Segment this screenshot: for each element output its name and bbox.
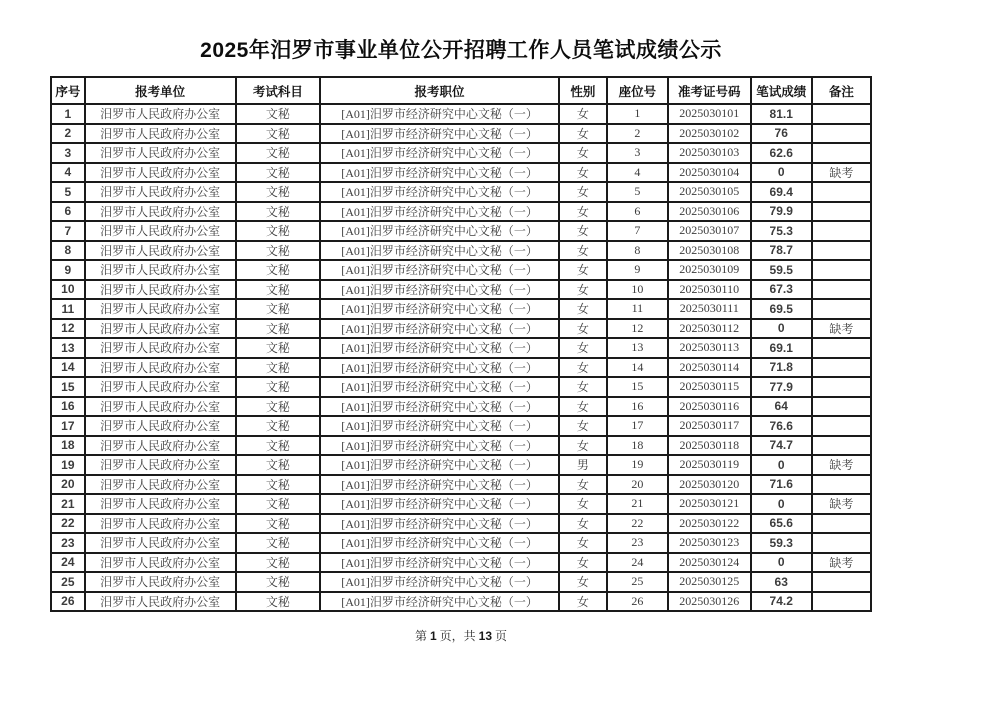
table-row — [51, 338, 871, 358]
cell-seat: 20 — [607, 475, 668, 495]
cell-unit: 汨罗市人民政府办公室 — [85, 143, 236, 163]
table-row — [51, 416, 871, 436]
cell-seat: 1 — [607, 104, 668, 124]
cell-unit: 汨罗市人民政府办公室 — [85, 338, 236, 358]
table-row — [51, 592, 871, 612]
cell-seq: 6 — [51, 202, 85, 222]
cell-gender: 女 — [559, 533, 607, 553]
cell-unit: 汨罗市人民政府办公室 — [85, 358, 236, 378]
cell-score: 69.5 — [751, 299, 812, 319]
cell-seq: 10 — [51, 280, 85, 300]
cell-position: [A01]汨罗市经济研究中心文秘（一） — [320, 455, 559, 475]
cell-gender: 女 — [559, 553, 607, 573]
cell-seat: 7 — [607, 221, 668, 241]
cell-gender: 女 — [559, 280, 607, 300]
column-header-seat: 座位号 — [607, 77, 668, 104]
table-row — [51, 143, 871, 163]
cell-note — [812, 358, 871, 378]
cell-seq: 14 — [51, 358, 85, 378]
cell-subject: 文秘 — [236, 221, 321, 241]
cell-subject: 文秘 — [236, 436, 321, 456]
cell-seat: 22 — [607, 514, 668, 534]
table-row — [51, 260, 871, 280]
cell-subject: 文秘 — [236, 299, 321, 319]
cell-position: [A01]汨罗市经济研究中心文秘（一） — [320, 260, 559, 280]
cell-seat: 15 — [607, 377, 668, 397]
cell-ticket: 2025030110 — [668, 280, 751, 300]
cell-seq: 5 — [51, 182, 85, 202]
cell-seat: 10 — [607, 280, 668, 300]
cell-score: 77.9 — [751, 377, 812, 397]
cell-seat: 16 — [607, 397, 668, 417]
cell-ticket: 2025030107 — [668, 221, 751, 241]
cell-gender: 女 — [559, 572, 607, 592]
cell-note — [812, 182, 871, 202]
cell-score: 76 — [751, 124, 812, 144]
table-row — [51, 299, 871, 319]
cell-subject: 文秘 — [236, 280, 321, 300]
cell-ticket: 2025030116 — [668, 397, 751, 417]
cell-note — [812, 260, 871, 280]
cell-position: [A01]汨罗市经济研究中心文秘（一） — [320, 514, 559, 534]
cell-note: 缺考 — [812, 455, 871, 475]
cell-unit: 汨罗市人民政府办公室 — [85, 514, 236, 534]
cell-seq: 13 — [51, 338, 85, 358]
cell-seat: 23 — [607, 533, 668, 553]
cell-gender: 女 — [559, 592, 607, 612]
cell-subject: 文秘 — [236, 358, 321, 378]
cell-ticket: 2025030126 — [668, 592, 751, 612]
document-page — [50, 0, 872, 644]
column-header-subject: 考试科目 — [236, 77, 321, 104]
cell-score: 69.1 — [751, 338, 812, 358]
cell-score: 65.6 — [751, 514, 812, 534]
cell-score: 79.9 — [751, 202, 812, 222]
cell-seat: 21 — [607, 494, 668, 514]
cell-note — [812, 377, 871, 397]
cell-note — [812, 436, 871, 456]
cell-ticket: 2025030119 — [668, 455, 751, 475]
cell-seat: 24 — [607, 553, 668, 573]
table-row — [51, 397, 871, 417]
cell-ticket: 2025030118 — [668, 436, 751, 456]
cell-subject: 文秘 — [236, 319, 321, 339]
table-row — [51, 572, 871, 592]
cell-score: 74.7 — [751, 436, 812, 456]
cell-unit: 汨罗市人民政府办公室 — [85, 416, 236, 436]
cell-ticket: 2025030113 — [668, 338, 751, 358]
cell-unit: 汨罗市人民政府办公室 — [85, 299, 236, 319]
cell-score: 74.2 — [751, 592, 812, 612]
cell-position: [A01]汨罗市经济研究中心文秘（一） — [320, 553, 559, 573]
cell-position: [A01]汨罗市经济研究中心文秘（一） — [320, 397, 559, 417]
cell-position: [A01]汨罗市经济研究中心文秘（一） — [320, 319, 559, 339]
cell-ticket: 2025030103 — [668, 143, 751, 163]
cell-ticket: 2025030102 — [668, 124, 751, 144]
footer-page-number: 1 — [429, 629, 437, 643]
cell-seat: 13 — [607, 338, 668, 358]
cell-position: [A01]汨罗市经济研究中心文秘（一） — [320, 533, 559, 553]
cell-subject: 文秘 — [236, 163, 321, 183]
column-header-seq: 序号 — [51, 77, 85, 104]
cell-position: [A01]汨罗市经济研究中心文秘（一） — [320, 377, 559, 397]
cell-seat: 14 — [607, 358, 668, 378]
cell-note — [812, 124, 871, 144]
cell-subject: 文秘 — [236, 397, 321, 417]
cell-gender: 女 — [559, 143, 607, 163]
table-row — [51, 104, 871, 124]
cell-score: 0 — [751, 494, 812, 514]
cell-gender: 女 — [559, 104, 607, 124]
cell-unit: 汨罗市人民政府办公室 — [85, 377, 236, 397]
cell-subject: 文秘 — [236, 241, 321, 261]
cell-note — [812, 202, 871, 222]
cell-ticket: 2025030122 — [668, 514, 751, 534]
cell-note — [812, 221, 871, 241]
cell-score: 0 — [751, 455, 812, 475]
cell-gender: 女 — [559, 163, 607, 183]
cell-gender: 男 — [559, 455, 607, 475]
cell-unit: 汨罗市人民政府办公室 — [85, 455, 236, 475]
cell-unit: 汨罗市人民政府办公室 — [85, 475, 236, 495]
cell-score: 69.4 — [751, 182, 812, 202]
cell-unit: 汨罗市人民政府办公室 — [85, 553, 236, 573]
cell-ticket: 2025030121 — [668, 494, 751, 514]
cell-seat: 12 — [607, 319, 668, 339]
cell-subject: 文秘 — [236, 124, 321, 144]
cell-position: [A01]汨罗市经济研究中心文秘（一） — [320, 124, 559, 144]
table-row — [51, 280, 871, 300]
cell-gender: 女 — [559, 436, 607, 456]
cell-subject: 文秘 — [236, 572, 321, 592]
cell-ticket: 2025030115 — [668, 377, 751, 397]
cell-seq: 11 — [51, 299, 85, 319]
cell-position: [A01]汨罗市经济研究中心文秘（一） — [320, 494, 559, 514]
cell-unit: 汨罗市人民政府办公室 — [85, 182, 236, 202]
cell-seq: 18 — [51, 436, 85, 456]
cell-gender: 女 — [559, 416, 607, 436]
cell-gender: 女 — [559, 319, 607, 339]
cell-gender: 女 — [559, 124, 607, 144]
cell-note — [812, 143, 871, 163]
cell-subject: 文秘 — [236, 592, 321, 612]
cell-note: 缺考 — [812, 494, 871, 514]
cell-unit: 汨罗市人民政府办公室 — [85, 260, 236, 280]
cell-seat: 25 — [607, 572, 668, 592]
cell-gender: 女 — [559, 299, 607, 319]
cell-gender: 女 — [559, 494, 607, 514]
cell-seq: 1 — [51, 104, 85, 124]
cell-unit: 汨罗市人民政府办公室 — [85, 104, 236, 124]
cell-seq: 21 — [51, 494, 85, 514]
page-footer — [50, 627, 872, 644]
cell-score: 76.6 — [751, 416, 812, 436]
cell-subject: 文秘 — [236, 338, 321, 358]
cell-score: 71.6 — [751, 475, 812, 495]
cell-seq: 16 — [51, 397, 85, 417]
cell-ticket: 2025030120 — [668, 475, 751, 495]
cell-note — [812, 397, 871, 417]
cell-subject: 文秘 — [236, 377, 321, 397]
cell-position: [A01]汨罗市经济研究中心文秘（一） — [320, 592, 559, 612]
cell-position: [A01]汨罗市经济研究中心文秘（一） — [320, 163, 559, 183]
cell-subject: 文秘 — [236, 202, 321, 222]
cell-score: 0 — [751, 319, 812, 339]
cell-score: 62.6 — [751, 143, 812, 163]
cell-ticket: 2025030117 — [668, 416, 751, 436]
cell-note — [812, 475, 871, 495]
table-row — [51, 221, 871, 241]
table-row — [51, 319, 871, 339]
cell-gender: 女 — [559, 182, 607, 202]
cell-position: [A01]汨罗市经济研究中心文秘（一） — [320, 358, 559, 378]
cell-subject: 文秘 — [236, 553, 321, 573]
cell-unit: 汨罗市人民政府办公室 — [85, 592, 236, 612]
cell-score: 0 — [751, 163, 812, 183]
cell-seq: 24 — [51, 553, 85, 573]
footer-text-middle: 页，共 — [439, 629, 476, 643]
cell-position: [A01]汨罗市经济研究中心文秘（一） — [320, 104, 559, 124]
cell-subject: 文秘 — [236, 514, 321, 534]
cell-seat: 5 — [607, 182, 668, 202]
cell-unit: 汨罗市人民政府办公室 — [85, 202, 236, 222]
cell-note: 缺考 — [812, 553, 871, 573]
cell-note — [812, 514, 871, 534]
cell-score: 81.1 — [751, 104, 812, 124]
cell-position: [A01]汨罗市经济研究中心文秘（一） — [320, 202, 559, 222]
cell-seat: 6 — [607, 202, 668, 222]
cell-seat: 2 — [607, 124, 668, 144]
cell-ticket: 2025030108 — [668, 241, 751, 261]
cell-unit: 汨罗市人民政府办公室 — [85, 572, 236, 592]
page-title: 2025年汨罗市事业单位公开招聘工作人员笔试成绩公示 — [200, 39, 722, 62]
cell-seat: 9 — [607, 260, 668, 280]
cell-seat: 3 — [607, 143, 668, 163]
cell-seq: 3 — [51, 143, 85, 163]
table-body — [51, 104, 871, 611]
cell-score: 59.5 — [751, 260, 812, 280]
cell-note: 缺考 — [812, 319, 871, 339]
cell-ticket: 2025030104 — [668, 163, 751, 183]
cell-seq: 7 — [51, 221, 85, 241]
cell-seq: 22 — [51, 514, 85, 534]
cell-seq: 20 — [51, 475, 85, 495]
cell-note — [812, 299, 871, 319]
column-header-note: 备注 — [812, 77, 871, 104]
cell-position: [A01]汨罗市经济研究中心文秘（一） — [320, 280, 559, 300]
cell-seat: 11 — [607, 299, 668, 319]
table-row — [51, 358, 871, 378]
cell-ticket: 2025030125 — [668, 572, 751, 592]
cell-ticket: 2025030112 — [668, 319, 751, 339]
footer-text-suffix: 页 — [495, 629, 508, 643]
cell-score: 78.7 — [751, 241, 812, 261]
cell-seat: 18 — [607, 436, 668, 456]
cell-unit: 汨罗市人民政府办公室 — [85, 163, 236, 183]
cell-unit: 汨罗市人民政府办公室 — [85, 221, 236, 241]
cell-note — [812, 338, 871, 358]
cell-seat: 19 — [607, 455, 668, 475]
cell-subject: 文秘 — [236, 475, 321, 495]
cell-subject: 文秘 — [236, 143, 321, 163]
cell-gender: 女 — [559, 221, 607, 241]
cell-seq: 12 — [51, 319, 85, 339]
table-row — [51, 241, 871, 261]
cell-score: 64 — [751, 397, 812, 417]
cell-gender: 女 — [559, 358, 607, 378]
footer-text-prefix: 第 — [414, 629, 427, 643]
cell-seq: 9 — [51, 260, 85, 280]
cell-seat: 17 — [607, 416, 668, 436]
cell-gender: 女 — [559, 475, 607, 495]
cell-score: 67.3 — [751, 280, 812, 300]
cell-position: [A01]汨罗市经济研究中心文秘（一） — [320, 241, 559, 261]
cell-seat: 8 — [607, 241, 668, 261]
cell-seat: 26 — [607, 592, 668, 612]
cell-ticket: 2025030114 — [668, 358, 751, 378]
cell-score: 75.3 — [751, 221, 812, 241]
cell-score: 0 — [751, 553, 812, 573]
cell-position: [A01]汨罗市经济研究中心文秘（一） — [320, 572, 559, 592]
cell-position: [A01]汨罗市经济研究中心文秘（一） — [320, 143, 559, 163]
table-row — [51, 455, 871, 475]
column-header-unit: 报考单位 — [85, 77, 236, 104]
table-row — [51, 553, 871, 573]
cell-unit: 汨罗市人民政府办公室 — [85, 241, 236, 261]
cell-position: [A01]汨罗市经济研究中心文秘（一） — [320, 299, 559, 319]
score-table — [50, 76, 872, 612]
cell-note — [812, 533, 871, 553]
cell-gender: 女 — [559, 338, 607, 358]
cell-seat: 4 — [607, 163, 668, 183]
cell-note — [812, 104, 871, 124]
cell-gender: 女 — [559, 260, 607, 280]
cell-note — [812, 416, 871, 436]
cell-subject: 文秘 — [236, 416, 321, 436]
table-row — [51, 182, 871, 202]
cell-unit: 汨罗市人民政府办公室 — [85, 533, 236, 553]
cell-unit: 汨罗市人民政府办公室 — [85, 494, 236, 514]
cell-subject: 文秘 — [236, 455, 321, 475]
cell-subject: 文秘 — [236, 260, 321, 280]
cell-subject: 文秘 — [236, 533, 321, 553]
cell-gender: 女 — [559, 241, 607, 261]
cell-seq: 23 — [51, 533, 85, 553]
cell-ticket: 2025030111 — [668, 299, 751, 319]
table-row — [51, 436, 871, 456]
cell-unit: 汨罗市人民政府办公室 — [85, 280, 236, 300]
cell-position: [A01]汨罗市经济研究中心文秘（一） — [320, 221, 559, 241]
cell-gender: 女 — [559, 202, 607, 222]
cell-seq: 25 — [51, 572, 85, 592]
cell-seq: 26 — [51, 592, 85, 612]
cell-note — [812, 592, 871, 612]
cell-unit: 汨罗市人民政府办公室 — [85, 124, 236, 144]
cell-ticket: 2025030123 — [668, 533, 751, 553]
cell-ticket: 2025030124 — [668, 553, 751, 573]
cell-score: 71.8 — [751, 358, 812, 378]
cell-seq: 19 — [51, 455, 85, 475]
table-row — [51, 475, 871, 495]
header-row — [51, 77, 871, 104]
cell-note: 缺考 — [812, 163, 871, 183]
cell-unit: 汨罗市人民政府办公室 — [85, 397, 236, 417]
cell-position: [A01]汨罗市经济研究中心文秘（一） — [320, 416, 559, 436]
cell-seq: 4 — [51, 163, 85, 183]
cell-score: 59.3 — [751, 533, 812, 553]
table-row — [51, 124, 871, 144]
cell-unit: 汨罗市人民政府办公室 — [85, 436, 236, 456]
cell-subject: 文秘 — [236, 182, 321, 202]
cell-note — [812, 572, 871, 592]
cell-gender: 女 — [559, 514, 607, 534]
table-row — [51, 202, 871, 222]
cell-gender: 女 — [559, 377, 607, 397]
cell-ticket: 2025030101 — [668, 104, 751, 124]
cell-gender: 女 — [559, 397, 607, 417]
column-header-ticket: 准考证号码 — [668, 77, 751, 104]
cell-subject: 文秘 — [236, 104, 321, 124]
column-header-score: 笔试成绩 — [751, 77, 812, 104]
table-row — [51, 514, 871, 534]
cell-position: [A01]汨罗市经济研究中心文秘（一） — [320, 475, 559, 495]
cell-note — [812, 280, 871, 300]
cell-seq: 8 — [51, 241, 85, 261]
cell-subject: 文秘 — [236, 494, 321, 514]
cell-position: [A01]汨罗市经济研究中心文秘（一） — [320, 338, 559, 358]
footer-total-pages: 13 — [478, 629, 493, 643]
cell-position: [A01]汨罗市经济研究中心文秘（一） — [320, 436, 559, 456]
cell-seq: 17 — [51, 416, 85, 436]
cell-unit: 汨罗市人民政府办公室 — [85, 319, 236, 339]
column-header-position: 报考职位 — [320, 77, 559, 104]
table-row — [51, 533, 871, 553]
cell-ticket: 2025030105 — [668, 182, 751, 202]
cell-seq: 15 — [51, 377, 85, 397]
cell-ticket: 2025030106 — [668, 202, 751, 222]
cell-position: [A01]汨罗市经济研究中心文秘（一） — [320, 182, 559, 202]
table-row — [51, 163, 871, 183]
column-header-gender: 性别 — [559, 77, 607, 104]
cell-ticket: 2025030109 — [668, 260, 751, 280]
cell-seq: 2 — [51, 124, 85, 144]
table-row — [51, 494, 871, 514]
cell-note — [812, 241, 871, 261]
table-row — [51, 377, 871, 397]
cell-score: 63 — [751, 572, 812, 592]
